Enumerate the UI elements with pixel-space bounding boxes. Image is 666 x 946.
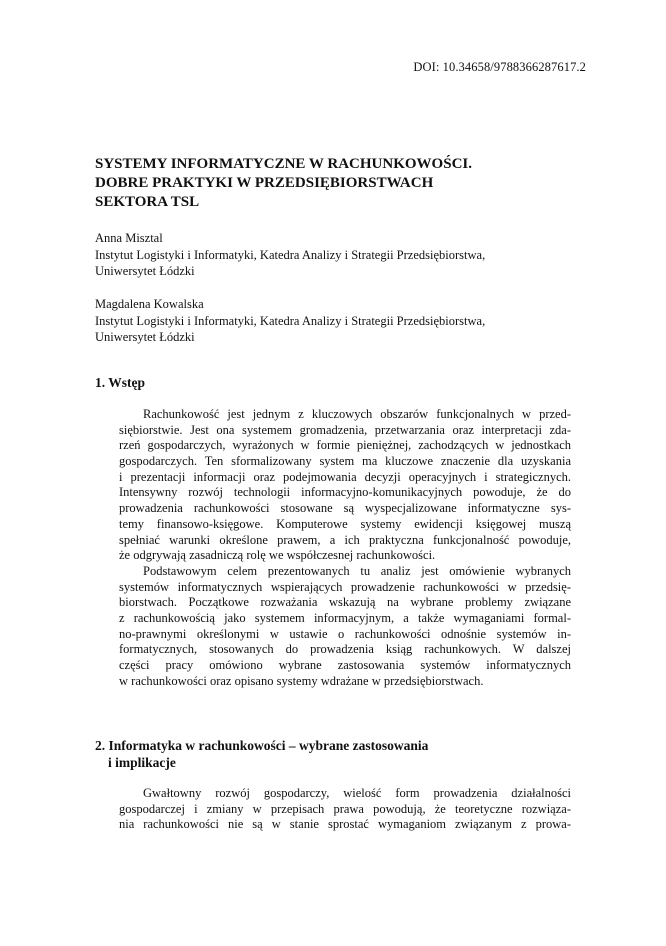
text-line: w rachunkowości oraz opisano systemy wdrażane w przedsiębiorstwach. — [119, 673, 484, 688]
text-line: że odgrywają zasadniczą rolę we współczesnej rachunkowości. — [119, 548, 436, 563]
text-line: Podstawowym celem prezentowanych tu analiz jest omówienie wybranych — [143, 563, 571, 578]
text-line: siębiorstwie. Jest ona systemem gromadzenia, przetwarzania oraz interpretacji zda- — [119, 422, 571, 437]
text-line: rzeń gospodarczych, wyrażonych w formie pieniężnej, zachodzących w jednostkach — [119, 438, 571, 453]
author-block — [95, 296, 585, 346]
author-name: Magdalena Kowalska — [95, 297, 204, 311]
text-line: z rachunkowością jako systemem informacyjnym, a także wymaganiami formal- — [119, 610, 571, 625]
text-line: temy finansowo-księgowe. Komputerowe systemy ewidencji księgowej muszą — [119, 516, 571, 531]
heading-line: 2. Informatyka w rachunkowości – wybrane zastosowania — [95, 738, 429, 753]
author-name: Anna Misztal — [95, 231, 163, 245]
text-line: nia rachunkowości nie są w stanie sprostać wymaganiom związanym z prowa- — [119, 817, 571, 832]
text-line: gospodarczej i zmiany w przepisach prawa powodują, że teoretyczne rozwiąza- — [119, 801, 571, 816]
text-line: no-prawnymi określonymi w ustawie o rachunkowości odnośnie systemów in- — [119, 626, 571, 641]
paragraph — [95, 786, 571, 833]
section-heading-informatics — [95, 737, 428, 771]
author-affiliation: Uniwersytet Łódzki — [95, 330, 195, 344]
author-affiliation: Instytut Logistyki i Informatyki, Katedra Analizy i Strategii Przedsiębiorstwa, — [95, 247, 486, 262]
section-body-introduction — [95, 407, 571, 689]
paper-title — [95, 155, 595, 212]
author-affiliation: Uniwersytet Łódzki — [95, 264, 195, 278]
title-line: SYSTEMY INFORMATYCZNE W RACHUNKOWOŚCI. — [95, 156, 472, 172]
text-line: Intensywny rozwój technologii informacyjno-komunikacyjnych powoduje, że do — [119, 485, 571, 500]
paragraph — [95, 564, 571, 690]
text-line: Gwałtowny rozwój gospodarczy, wielość form prowadzenia działalności — [143, 786, 571, 800]
heading-line: i implikacje — [108, 755, 176, 770]
text-line: gospodarczych. Ten sformalizowany system ma kluczowe znaczenie dla uzyskania — [119, 454, 571, 469]
author-block — [95, 230, 585, 280]
text-line: prowadzenia rachunkowości stosowane są wyspecjalizowane informatyczne sys- — [119, 501, 571, 516]
section-body-informatics — [95, 786, 571, 833]
text-line: systemów informatycznych wspierających prowadzenie rachunkowości w przedsię- — [119, 579, 571, 594]
doi-identifier: DOI: 10.34658/9788366287617.2 — [413, 60, 586, 74]
text-line: i prezentacji informacji oraz podejmowania decyzji operacyjnych i strategicznych. — [119, 469, 571, 484]
text-line: Rachunkowość jest jednym z kluczowych obszarów funkcjonalnych w przed- — [143, 407, 571, 421]
title-line: SEKTORA TSL — [95, 194, 200, 210]
title-line: DOBRE PRAKTYKI W PRZEDSIĘBIORSTWACH — [95, 175, 434, 191]
text-line: formatycznych, stosowanych do prowadzenia ksiąg rachunkowych. W dalszej — [119, 642, 571, 657]
text-line: spełniać warunki określone prawem, a ich praktyczna funkcjonalność powoduje, — [119, 532, 571, 547]
text-line: części pracy omówiono wybrane zastosowania systemów informatycznych — [119, 658, 571, 672]
text-line: biorstwach. Początkowe rozważania wskazują na wybrane problemy związane — [119, 595, 571, 610]
author-affiliation: Instytut Logistyki i Informatyki, Katedra Analizy i Strategii Przedsiębiorstwa, — [95, 313, 486, 328]
section-heading-introduction: 1. Wstęp — [95, 375, 146, 390]
paragraph — [95, 407, 571, 564]
